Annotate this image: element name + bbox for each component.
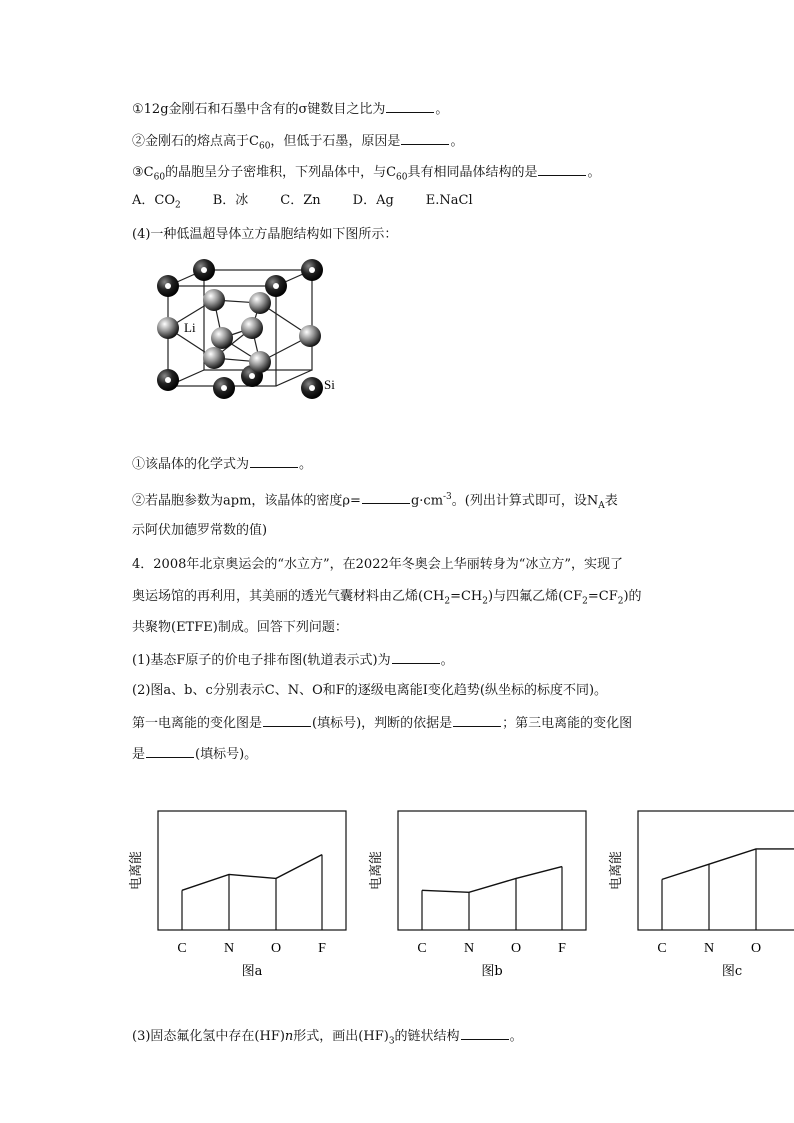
x-tick-label: F <box>318 941 326 956</box>
punct: 。 <box>587 165 601 180</box>
x-tick-label: O <box>510 941 522 956</box>
y-axis-label: 电离能 <box>609 850 624 891</box>
item-marker: ① <box>132 457 146 472</box>
item-text: 金刚石的熔点高于C <box>145 134 259 149</box>
x-tick-label: O <box>750 941 762 956</box>
item-marker: ③ <box>132 165 144 180</box>
subscript: A <box>598 500 605 511</box>
subscript: 60 <box>153 172 166 183</box>
option-e[interactable]: E.NaCl <box>425 193 473 208</box>
part4-q2 <box>132 489 618 514</box>
plot-frame <box>398 811 586 930</box>
chart-caption: 图a <box>241 964 263 979</box>
chart-caption: 图c <box>721 964 743 979</box>
q4-line3: 共聚物(ETFE)制成。回答下列问题： <box>132 620 348 635</box>
answer-blank[interactable] <box>146 745 194 758</box>
item-marker: ② <box>132 493 146 509</box>
q4-part2-line2: 第一电离能的变化图是 (填标号)，判断的依据是 ；第三电离能的变化图 <box>132 716 633 731</box>
li-label: Li <box>184 320 196 335</box>
option-d[interactable]: D．Ag <box>352 193 394 208</box>
y-axis-label: 电离能 <box>369 850 384 891</box>
answer-blank[interactable] <box>461 1027 509 1040</box>
q3-item3 <box>132 163 601 186</box>
si-label: Si <box>324 377 335 392</box>
x-tick-label: N <box>703 941 715 956</box>
part4-q2-line2: 示阿伏加德罗常数的值) <box>132 523 268 538</box>
q3-options <box>132 193 505 214</box>
y-axis-label: 电离能 <box>129 850 144 891</box>
item-text: 的晶胞呈分子密堆积，下列晶体中，与C <box>165 165 397 180</box>
punct: 。 <box>450 134 464 149</box>
q4-line2: 奥运场馆的再利用，其美丽的透光气囊材料由乙烯$(CH_2=CH_2)$与四氟乙烯$(CF_2=CF_2)$的 <box>132 589 642 607</box>
q4-part3: (3)固态氟化氢中存在(HF)n形式，画出$(HF)_3$的链状结构 。 <box>132 1029 523 1047</box>
series-line <box>422 867 562 893</box>
item-text: C <box>143 165 154 180</box>
superscript: -3 <box>443 492 452 502</box>
chart-a <box>128 806 358 981</box>
x-tick-label: O <box>270 941 282 956</box>
item-text: ，但低于石墨，原因是 <box>270 134 401 149</box>
punct: 。 <box>440 653 454 668</box>
chart-c <box>608 806 794 981</box>
part4-heading: (4)一种低温超导体立方晶胞结构如下图所示： <box>132 227 398 242</box>
q4-line1: 4．2008年北京奥运会的“水立方”，在2022年冬奥会上华丽转身为“冰立方”，实现了 <box>132 557 624 572</box>
punct: 。 <box>299 457 313 472</box>
option-a[interactable]: A．$CO_2$ <box>132 193 181 211</box>
chart-b <box>368 806 598 981</box>
unit: g·cm <box>410 493 444 509</box>
series-line <box>662 849 794 879</box>
item-text: (1)基态F原子的价电子排布图(轨道表示式)为 <box>132 653 391 668</box>
subscript: 60 <box>396 172 408 183</box>
item-text: 若晶胞参数为apm，该晶体的密度ρ= <box>145 493 361 509</box>
x-tick-label: C <box>177 941 187 956</box>
item-text: 表 <box>604 493 618 509</box>
x-tick-label: C <box>657 941 667 956</box>
item-text: 。(列出计算式即可，设N <box>451 493 599 509</box>
x-tick-label: N <box>463 941 475 956</box>
x-tick-label: N <box>223 941 235 956</box>
answer-blank[interactable] <box>453 714 501 727</box>
answer-blank[interactable] <box>250 455 298 468</box>
plot-frame <box>158 811 346 930</box>
answer-blank[interactable] <box>538 163 586 176</box>
answer-blank[interactable] <box>362 491 410 504</box>
q4-part1 <box>132 651 454 669</box>
punct: 。 <box>435 102 449 117</box>
subscript: 60 <box>258 141 271 152</box>
q4-part2-line1: (2)图a、b、c分别表示C、N、O和F的逐级电离能I变化趋势(纵坐标的标度不同)。 <box>132 683 608 698</box>
answer-blank[interactable] <box>263 714 311 727</box>
item-text: 该晶体的化学式为 <box>145 457 250 472</box>
q4-part2-line3: 是 (填标号)。 <box>132 747 258 762</box>
x-tick-label: F <box>558 941 566 956</box>
answer-blank[interactable] <box>386 100 434 113</box>
item-marker: ② <box>132 134 146 149</box>
chart-caption: 图b <box>481 964 503 979</box>
series-line <box>182 855 322 891</box>
answer-blank[interactable] <box>401 132 449 145</box>
q3-item2 <box>132 132 463 155</box>
crystal-structure-figure <box>150 258 350 408</box>
part4-q1 <box>132 455 312 473</box>
answer-blank[interactable] <box>392 651 440 664</box>
option-c[interactable]: C．Zn <box>280 193 321 208</box>
item-marker: ① <box>132 102 144 117</box>
q3-item1 <box>132 100 448 118</box>
option-b[interactable]: B．冰 <box>212 193 249 208</box>
item-text: 具有相同晶体结构的是 <box>407 165 538 180</box>
item-text: 12g金刚石和石墨中含有的σ键数目之比为 <box>143 102 386 117</box>
x-tick-label: C <box>417 941 427 956</box>
